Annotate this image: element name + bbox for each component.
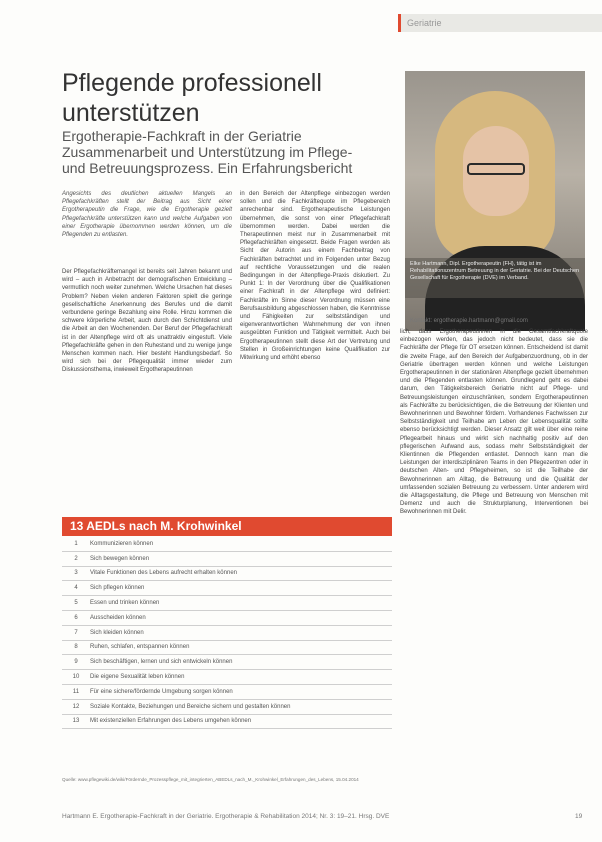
table-row <box>62 551 392 566</box>
body-column-3: lich, dass Ergotherapeutinnen in die Gesamtfachkraftquote einbezogen werden, das jedoch nicht bedeutet, dass sie die Fachkräfte der Pflege für OT ersetzen können. Entscheidend ist damit die zweite Frage, auf den Bereich der Aufgabenzuordnung, ob in der Geriatrie übertragen werden können und welche Leistungen Ergotherapeutinnen in der stationären Altenpflege gezielt übernehmen und die Pflegenden entlasten können. Grundlegend geht es dabei darum, den Tätigkeitsbereich Geriatrie nicht auf Pflege- und Betreuungsleistungen einzuschränken, sondern Ergotherapeutinnen als Fachkräfte zu berücksichtigen, die die Betreuung der Klienten und Bewohnerinnen und Bewohner fördern. Vorhandenes Fachwissen zur Selbstständigkeit und Teilhabe am Leben der Lebensqualität sollte ebenso berücksichtigt werden. Dieser Ansatz gilt weit über eine reine Pflegearbeit hinaus und wirkt sich nachhaltig positiv auf den pflegerischen Aufwand aus, sodass mehr Selbstständigkeit der Klientinnen die Pflegenden entlastet. Dennoch kann man die Leistungen der interdisziplinären Teams in den Pflegezentren oder in deutschen Alten- und Pflegeheimen, so ist die Teilhabe der Bewohnerinnen am Alltag, die Betreuung und die Qualität der umfassenden sozialen Betreuung zu verbessern. Unter anderem wird die Alltagsgestaltung, die Pflege und Betreuung von Menschen mit Demenz und auch die Strukturplanung, Interventionen bei Bewohnerinnen mit Delir. <box>400 329 588 516</box>
aedl-text: Mit existenziellen Erfahrungen des Lebens umgehen können <box>90 714 392 729</box>
table-row <box>62 684 392 699</box>
page-number: 19 <box>575 813 583 820</box>
aedl-number: 1 <box>62 537 90 551</box>
table-row <box>62 625 392 640</box>
aedl-text: Sich kleiden können <box>90 625 392 640</box>
table-row <box>62 714 392 729</box>
author-contact: Kontakt: ergotherapie.hartmann@gmail.com <box>410 318 528 324</box>
aedl-text: Vitale Funktionen des Lebens aufrecht erhalten können <box>90 566 392 581</box>
aedl-text: Die eigene Sexualität leben können <box>90 670 392 685</box>
aedl-text: Für eine sichere/fördernde Umgebung sorgen können <box>90 684 392 699</box>
aedl-text: Kommunizieren können <box>90 537 392 551</box>
table-row <box>62 596 392 611</box>
aedl-number: 13 <box>62 714 90 729</box>
subtitle-line: Ergotherapie-Fachkraft in der Geriatrie <box>62 128 302 144</box>
article-title: Pflegende professionell unterstützen <box>62 69 322 127</box>
table-row <box>62 581 392 596</box>
table-row <box>62 566 392 581</box>
aedl-number: 7 <box>62 625 90 640</box>
table-source: Quelle: www.pflegewiki.de/wiki/Fördernde_Prozesspflege_mit_integrierten_ABEDLs_nach_M._Krohwinkel_Erfahrungen_des_Lebens, 15.04.2014 <box>62 777 359 782</box>
aedl-text: Ausscheiden können <box>90 610 392 625</box>
aedl-number: 11 <box>62 684 90 699</box>
aedl-number: 5 <box>62 596 90 611</box>
subtitle-line: Zusammenarbeit und Unterstützung im Pflege- <box>62 144 353 160</box>
table-row <box>62 640 392 655</box>
aedl-text: Soziale Kontakte, Beziehungen und Bereiche sichern und gestalten können <box>90 699 392 714</box>
body-column-2: in den Bereich der Altenpflege einbezogen werden sollen und die Fachkräftequote im Pflegebereich anrechenbar sind. Ergotherapeutische Leistungen übernehmen, die sonst von einer Pflegefachkraft übernommen werden. Dabei werden die Therapeutinnen meist nur in Zusammenarbeit mit Pflegefachkräften eingesetzt. Beide Fragen werden als Sicht der Autorin aus einem Fachbeitrag von Fachkräften betrachtet und im Folgenden unter Bezug auf rechtliche Voraussetzungen und die realen Bedingungen in der Altenpflege-Praxis diskutiert. Zu Punkt 1: In der Verordnung über die Qualifikationen einer Fachkraft in der Altenpflege wird definiert: Fachkräfte im Sinne dieser Verordnung müssen eine Berufsausbildung abgeschlossen haben, die Kenntnisse und Fähigkeiten zur selbstständigen und eigenverantwortlichen Wahrnehmung der von ihnen ausgeübten Funktion und Tätigkeit vermittelt. Auch bei Ergotherapeutinnen stellt diese Art der Vertretung und Stellen in Großeinrichtungen keine Qualifikation zur Mitwirkung und erhöht ebenso <box>240 191 390 362</box>
aedl-table <box>62 537 392 729</box>
table-row <box>62 537 392 551</box>
body-column-1: Der Pflegefachkräftemangel ist bereits seit Jahren bekannt und wird – auch in Anbetracht der demografischen Entwicklung – vermutlich noch weiter zunehmen. Welche Ursachen hat dieses Problem? Neben vielen anderen Faktoren spielt die geringe gesellschaftliche Anerkennung des Berufes und die damit verbundene geringe Bezahlung eine Rolle. Hinzu kommen die schwere körperliche Arbeit, auch durch den Schichtdienst und die Arbeit an den Wochenenden. Der Beruf der Pflegefachkraft ist in der Altenpflege wird oft als unattraktiv eingestuft. Viele Pflegefachkräfte gehen in den Ruhestand und zu wenige junge Menschen kommen nach. Hier besteht Handlungsbedarf. So wird sich bei der Pflegequalität immer wieder zum Diskussionsthema, inwieweit Ergotherapeutinnen <box>62 269 232 374</box>
table-row <box>62 610 392 625</box>
aedl-number: 9 <box>62 655 90 670</box>
aedl-text: Essen und trinken können <box>90 596 392 611</box>
aedl-number: 12 <box>62 699 90 714</box>
aedl-number: 10 <box>62 670 90 685</box>
aedl-box-title: 13 AEDLs nach M. Krohwinkel <box>62 517 392 536</box>
aedl-text: Ruhen, schlafen, entspannen können <box>90 640 392 655</box>
aedl-number: 3 <box>62 566 90 581</box>
section-tag: Geriatrie <box>398 14 602 32</box>
photo-caption: Elke Hartmann, Dipl. Ergotherapeutin (FH), tätig ist im Rehabilitationszentrum Betreuung in der Geriatrie. Bei der Deutschen Gesellschaft für Ergotherapie (DVE) im Verband. <box>405 258 585 298</box>
article-intro: Angesichts des deutlichen aktuellen Mangels an Pflegefachkräften stellt der Beitrag aus Sicht einer Ergotherapeutin die Frage, wie die Ergotherapie gezielt Pflegefachkräfte unterstützen kann und welche Aufgaben von einer Ergotherapie übernommen werden können, um die Pflegenden zu entlasten. <box>62 191 232 239</box>
aedl-number: 6 <box>62 610 90 625</box>
table-row <box>62 655 392 670</box>
aedl-number: 4 <box>62 581 90 596</box>
aedl-text: Sich pflegen können <box>90 581 392 596</box>
page-footer: Hartmann E. Ergotherapie-Fachkraft in der Geriatrie. Ergotherapie & Rehabilitation 2014; Nr. 3: 19–21. Hrsg. DVE <box>62 813 390 820</box>
aedl-text: Sich bewegen können <box>90 551 392 566</box>
aedl-number: 8 <box>62 640 90 655</box>
article-subtitle <box>62 128 392 176</box>
table-row <box>62 670 392 685</box>
aedl-number: 2 <box>62 551 90 566</box>
table-row <box>62 699 392 714</box>
subtitle-line: und Betreuungsprozess. Ein Erfahrungsbericht <box>62 160 353 176</box>
aedl-text: Sich beschäftigen, lernen und sich entwickeln können <box>90 655 392 670</box>
